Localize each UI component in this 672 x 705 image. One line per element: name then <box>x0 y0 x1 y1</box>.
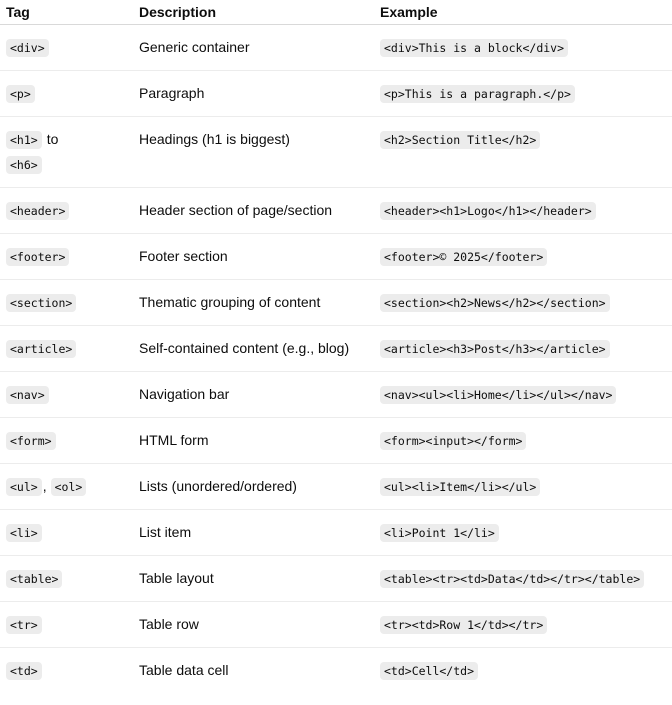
table-row <box>0 556 672 602</box>
header-description: Description <box>133 0 374 25</box>
table-row <box>0 280 672 326</box>
example-code: <form><input></form> <box>380 432 526 450</box>
example-cell <box>374 464 672 510</box>
example-code: <nav><ul><li>Home</li></ul></nav> <box>380 386 616 404</box>
tag-cell <box>0 280 133 326</box>
table-row <box>0 602 672 648</box>
tag-code: <ul> <box>6 478 42 496</box>
tag-code: <ol> <box>51 478 87 496</box>
description-cell: Headings (h1 is biggest) <box>133 117 374 188</box>
example-code: <li>Point 1</li> <box>380 524 499 542</box>
tag-code: <div> <box>6 39 49 57</box>
description-cell: Lists (unordered/ordered) <box>133 464 374 510</box>
description-cell: Thematic grouping of content <box>133 280 374 326</box>
tag-cell <box>0 648 133 694</box>
table-row <box>0 510 672 556</box>
tag-cell <box>0 326 133 372</box>
description-cell: Self-contained content (e.g., blog) <box>133 326 374 372</box>
example-cell <box>374 326 672 372</box>
tag-code: <h1> <box>6 131 42 149</box>
example-code: <p>This is a paragraph.</p> <box>380 85 575 103</box>
example-cell <box>374 280 672 326</box>
table-row <box>0 25 672 71</box>
tag-code: <h6> <box>6 156 42 174</box>
description-cell: Footer section <box>133 234 374 280</box>
tag-code: <header> <box>6 202 69 220</box>
tag-cell <box>0 117 133 188</box>
example-code: <div>This is a block</div> <box>380 39 568 57</box>
tag-joiner: , <box>42 478 47 494</box>
example-cell <box>374 556 672 602</box>
example-cell <box>374 648 672 694</box>
description-cell: Paragraph <box>133 71 374 117</box>
table-row <box>0 372 672 418</box>
tag-code: <form> <box>6 432 56 450</box>
description-cell: List item <box>133 510 374 556</box>
table-row <box>0 188 672 234</box>
table-row <box>0 418 672 464</box>
table-header <box>0 0 672 25</box>
header-row <box>0 0 672 25</box>
tag-cell <box>0 464 133 510</box>
table-row <box>0 71 672 117</box>
tag-cell <box>0 25 133 71</box>
tag-code: <footer> <box>6 248 69 266</box>
header-tag: Tag <box>0 0 133 25</box>
example-code: <section><h2>News</h2></section> <box>380 294 610 312</box>
tag-code: <p> <box>6 85 35 103</box>
example-cell <box>374 25 672 71</box>
example-cell <box>374 188 672 234</box>
description-cell: Header section of page/section <box>133 188 374 234</box>
tag-code: <article> <box>6 340 76 358</box>
tag-cell <box>0 510 133 556</box>
description-cell: Navigation bar <box>133 372 374 418</box>
description-cell: Table row <box>133 602 374 648</box>
example-code: <header><h1>Logo</h1></header> <box>380 202 596 220</box>
tag-cell <box>0 602 133 648</box>
tag-code: <nav> <box>6 386 49 404</box>
example-cell <box>374 234 672 280</box>
example-cell <box>374 117 672 188</box>
tag-code: <tr> <box>6 616 42 634</box>
tag-joiner: to <box>46 131 59 147</box>
table-row <box>0 648 672 694</box>
table-row <box>0 464 672 510</box>
description-cell: Table data cell <box>139 662 229 678</box>
table-row <box>0 234 672 280</box>
tag-cell <box>0 188 133 234</box>
description-cell: Generic container <box>133 25 374 71</box>
example-cell <box>374 372 672 418</box>
tag-code: <li> <box>6 524 42 542</box>
table-body <box>0 25 672 694</box>
example-code: <table><tr><td>Data</td></tr></table> <box>380 570 644 588</box>
example-code: <article><h3>Post</h3></article> <box>380 340 610 358</box>
example-cell <box>374 418 672 464</box>
tag-code: <td> <box>6 662 42 680</box>
example-cell <box>374 602 672 648</box>
example-code: <td>Cell</td> <box>380 662 478 680</box>
tag-code: <table> <box>6 570 62 588</box>
tag-cell <box>0 556 133 602</box>
example-code: <tr><td>Row 1</td></tr> <box>380 616 547 634</box>
table-row <box>0 117 672 188</box>
example-cell <box>374 510 672 556</box>
example-code: <ul><li>Item</li></ul> <box>380 478 540 496</box>
tag-cell <box>0 234 133 280</box>
table-row <box>0 326 672 372</box>
tag-cell <box>0 372 133 418</box>
tag-code: <section> <box>6 294 76 312</box>
tag-cell <box>0 418 133 464</box>
example-cell <box>374 71 672 117</box>
description-cell: HTML form <box>133 418 374 464</box>
example-code: <footer>© 2025</footer> <box>380 248 547 266</box>
description-cell: Table layout <box>133 556 374 602</box>
tag-cell <box>0 71 133 117</box>
header-example: Example <box>374 0 672 25</box>
example-code: <h2>Section Title</h2> <box>380 131 540 149</box>
